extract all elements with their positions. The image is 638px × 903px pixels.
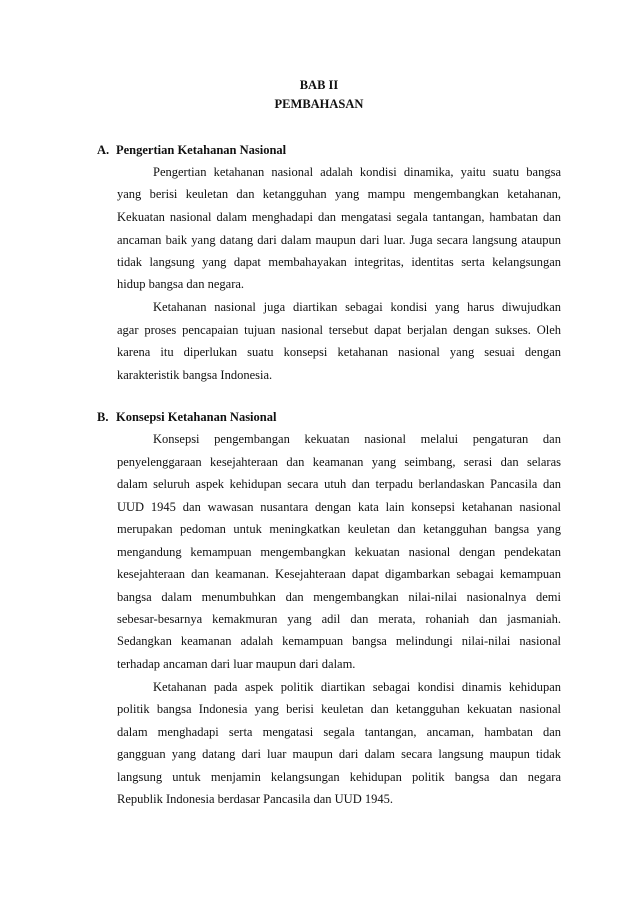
paragraph-line: terhadap ancaman dari luar maupun dari dalam. <box>117 657 356 671</box>
paragraph-line: karakteristik bangsa Indonesia. <box>117 368 273 382</box>
paragraph-line: langsung untuk menjamin kelangsungan kehidupan politik bangsa dan negara <box>117 770 561 784</box>
paragraph-line: tidak langsung yang dapat membahayakan integritas, identitas serta kelangsungan <box>117 255 561 269</box>
paragraph-line: dalam menghadapi serta mengatasi segala tantangan, ancaman, hambatan dan <box>117 725 561 739</box>
chapter-title: PEMBAHASAN <box>274 97 364 111</box>
section-heading-a <box>97 143 286 158</box>
paragraph-line: merupakan pedoman untuk meningkatkan keuletan dan ketangguhan bangsa yang <box>117 522 561 536</box>
paragraph-line: penyelenggaraan kesejahteraan dan keamanan yang seimbang, serasi dan selaras <box>117 455 561 469</box>
paragraph-line: Kekuatan nasional dalam menghadapi dan mengatasi segala tantangan, hambatan dan <box>117 210 561 224</box>
paragraph-line: Ketahanan pada aspek politik diartikan sebagai kondisi dinamis kehidupan <box>153 680 561 694</box>
paragraph-line: Ketahanan nasional juga diartikan sebagai kondisi yang harus diwujudkan <box>153 300 561 314</box>
section-title: Konsepsi Ketahanan Nasional <box>116 410 277 424</box>
paragraph-line: sebesar-besarnya kemakmuran yang adil dan merata, rohaniah dan jasmaniah. <box>117 612 561 626</box>
paragraph-line: agar proses pencapaian tujuan nasional tersebut dapat berjalan dengan sukses. Oleh <box>117 323 561 337</box>
paragraph-line: mengandung kemampuan mengembangkan kekuatan nasional dengan pendekatan <box>117 545 561 559</box>
section-label: B. <box>97 410 109 424</box>
paragraph-line: yang berisi keuletan dan ketangguhan yang mampu mengembangkan ketahanan, <box>117 187 561 201</box>
paragraph-line: politik bangsa Indonesia yang berisi keuletan dan ketangguhan kekuatan nasional <box>117 702 561 716</box>
paragraph-line: Republik Indonesia berdasar Pancasila dan UUD 1945. <box>117 792 393 806</box>
section-title: Pengertian Ketahanan Nasional <box>116 143 287 157</box>
section-heading-b <box>97 410 276 425</box>
paragraph-line: Sedangkan keamanan adalah kemampuan bangsa melindungi nilai-nilai nasional <box>117 634 561 648</box>
paragraph-line: karena itu diperlukan suatu konsepsi ketahanan nasional yang sesuai dengan <box>117 345 561 359</box>
paragraph-line: bangsa dalam menumbuhkan dan mengembangkan nilai-nilai nasionalnya demi <box>117 590 561 604</box>
paragraph-line: gangguan yang datang dari luar maupun dari dalam secara langsung maupun tidak <box>117 747 561 761</box>
paragraph-line: ancaman baik yang datang dari dalam maupun dari luar. Juga secara langsung ataupun <box>117 233 561 247</box>
paragraph-line: Pengertian ketahanan nasional adalah kondisi dinamika, yaitu suatu bangsa <box>153 165 561 179</box>
paragraph-line: dalam seluruh aspek kehidupan secara utuh dan terpadu berlandaskan Pancasila dan <box>117 477 561 491</box>
paragraph-line: kesejahteraan dan keamanan. Kesejahteraan dapat digambarkan sebagai kemampuan <box>117 567 561 581</box>
section-label: A. <box>97 143 110 157</box>
chapter-number: BAB II <box>299 78 339 92</box>
paragraph-line: hidup bangsa dan negara. <box>117 277 245 291</box>
paragraph-line: Konsepsi pengembangan kekuatan nasional melalui pengaturan dan <box>153 432 561 446</box>
paragraph-line: UUD 1945 dan wawasan nusantara dengan kata lain konsepsi ketahanan nasional <box>117 500 561 514</box>
